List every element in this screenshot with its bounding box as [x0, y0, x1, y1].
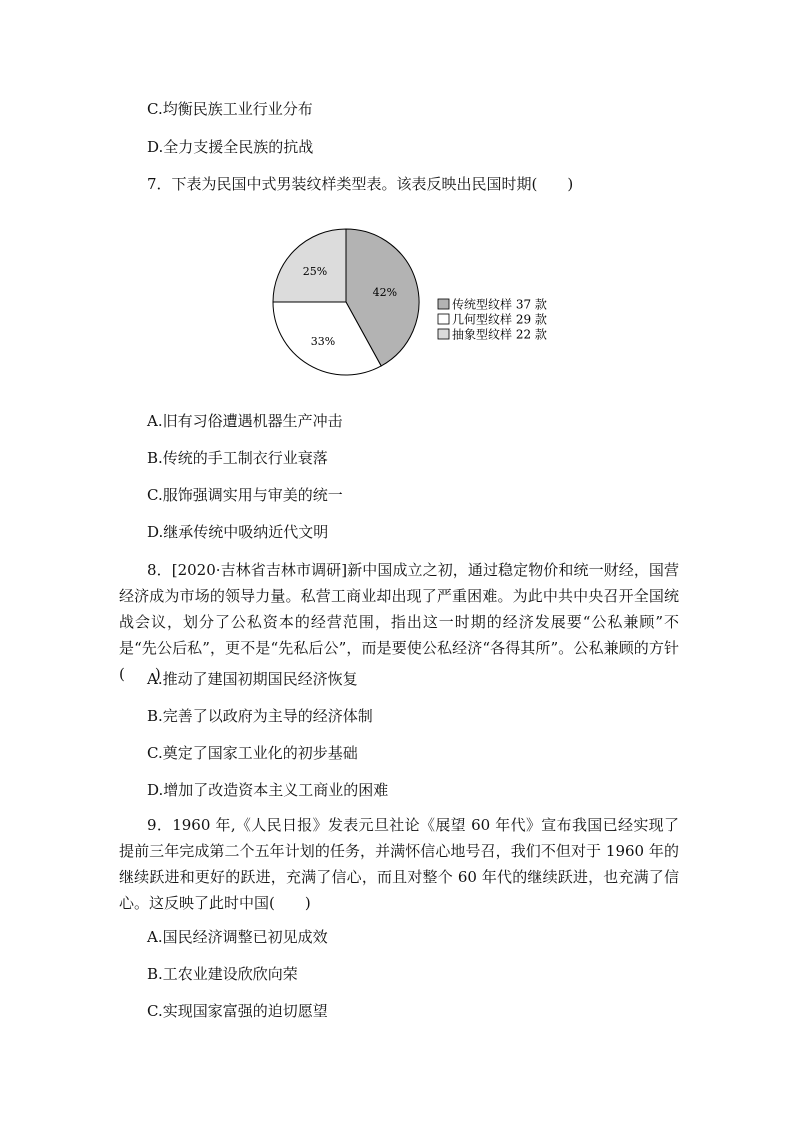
- legend-label: 传统型纹样 37 款: [452, 297, 547, 312]
- pie-slice-label: 33%: [310, 335, 336, 348]
- legend-label: 抽象型纹样 22 款: [452, 327, 547, 342]
- pie-slice-label: 42%: [372, 286, 398, 299]
- question-7-option-c: C.服饰强调实用与审美的统一: [147, 486, 343, 504]
- legend-swatch: [438, 329, 449, 339]
- question-8-option-b: B.完善了以政府为主导的经济体制: [147, 707, 373, 725]
- legend-swatch: [438, 299, 449, 309]
- legend-label: 几何型纹样 29 款: [452, 312, 547, 327]
- question-9-option-b: B.工农业建设欣欣向荣: [147, 965, 298, 983]
- question-9-stem: 9．1960 年,《人民日报》发表元旦社论《展望 60 年代》宣布我国已经实现了提前三年完成第二个五年计划的任务，并满怀信心地号召，我们不但对于 1960 年的继续跃进和更好的跃进，充满了信心，而且对整个 60 年代的继续跃进，也充满了信心。这反映了此时中国( ): [119, 816, 679, 912]
- pie-chart: [262, 222, 562, 384]
- pie-slice-label: 25%: [302, 265, 328, 278]
- question-7-option-d: D.继承传统中吸纳近代文明: [147, 523, 329, 541]
- question-9-option-a: A.国民经济调整已初见成效: [147, 928, 328, 946]
- question-8-option-c: C.奠定了国家工业化的初步基础: [147, 744, 358, 762]
- option-c-prev: C.均衡民族工业行业分布: [147, 100, 313, 118]
- question-8-stem: 8．[2020·吉林省吉林市调研]新中国成立之初，通过稳定物价和统一财经，国营经济成为市场的领导力量。私营工商业却出现了严重困难。为此中共中央召开全国统战会议，划分了公私资本的经营范围，指出这一时期的经济发展要“公私兼顾”不是“先公后私”，更不是“先私后公”，而是要使公私经济“各得其所”。公私兼顾的方针( ): [119, 561, 679, 683]
- legend-swatch: [438, 314, 449, 324]
- question-7-option-a: A.旧有习俗遭遇机器生产冲击: [147, 412, 343, 430]
- question-7-stem: 7．下表为民国中式男装纹样类型表。该表反映出民国时期( ): [147, 175, 574, 193]
- question-8-option-d: D.增加了改造资本主义工商业的困难: [147, 781, 389, 799]
- question-9-option-c: C.实现国家富强的迫切愿望: [147, 1002, 328, 1020]
- question-7-option-b: B.传统的手工制衣行业衰落: [147, 449, 328, 467]
- question-8-option-a: A.推动了建国初期国民经济恢复: [147, 670, 358, 688]
- option-d-prev: D.全力支援全民族的抗战: [147, 138, 314, 156]
